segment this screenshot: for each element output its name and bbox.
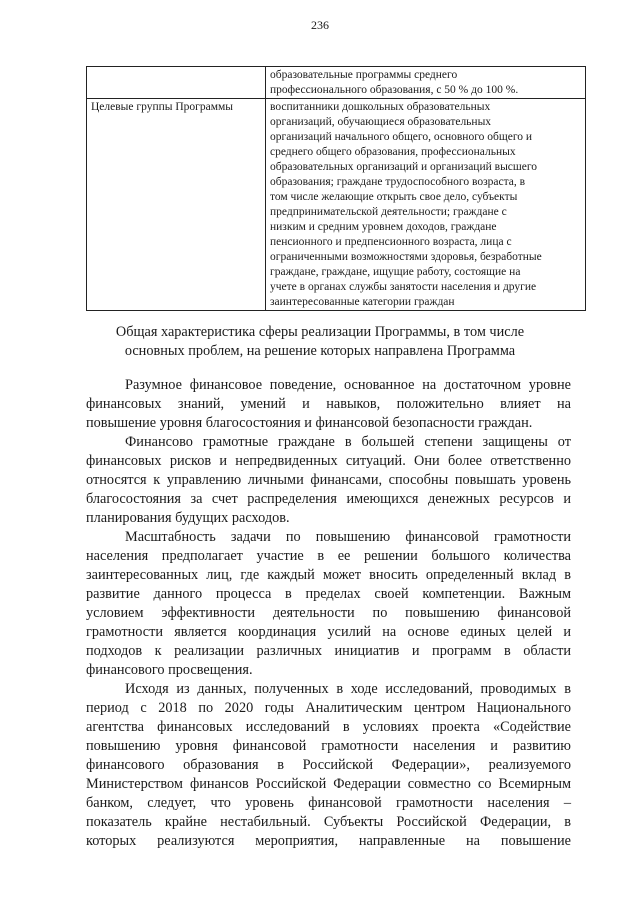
body-text-line: агентства финансовых исследований в условиях проекта «Содействие (86, 719, 571, 735)
heading-line: основных проблем, на решение которых направлена Программа (124, 343, 516, 359)
table-cell-line: организаций, обучающиеся образовательных (270, 116, 492, 128)
body-text-line: которых реализуются мероприятия, направленные на повышение (86, 833, 571, 849)
body-text-line: относятся к управлению личными финансами, способны повышать уровень (86, 472, 571, 488)
body-text-line: планирования будущих расходов. (86, 510, 290, 526)
body-text-line: повышение уровня благосостояния и финансовой безопасности граждан. (86, 415, 533, 431)
table-cell-line: низким и средним уровнем доходов, граждане (270, 221, 497, 233)
body-text-line: финансового просвещения. (86, 662, 253, 678)
table-cell-line: воспитанники дошкольных образовательных (270, 101, 491, 113)
table-cell-line: образования; граждане трудоспособного возраста, в (270, 176, 526, 188)
table-cell-line: среднего общего образования, профессиональных (270, 146, 516, 158)
body-text-line: развитие данного процесса в пределах своей компетенции. Важным (86, 586, 571, 602)
body-text-line: населения предполагает участие в ее решении большого количества (86, 548, 571, 564)
table-cell-line: граждане, граждане, ищущие работу, состоящие на (270, 266, 521, 278)
table-row (87, 99, 586, 311)
table-cell-line: профессионального образования, с 50 % до 100 %. (270, 84, 519, 96)
body-text-line: подходов к реализации различных инициатив и программ в области (86, 643, 571, 659)
table-cell-line: ограниченными возможностями здоровья, безработные (270, 251, 542, 263)
body-text-line: благосостояния за счет распределения имеющихся денежных ресурсов и (86, 491, 571, 507)
table-cell-value (266, 99, 586, 311)
table-cell-line: образовательные программы среднего (270, 69, 458, 81)
body-text-line: финансового образования в Российской Федерации», реализуемого (86, 757, 571, 773)
table-cell-line: предпринимательской деятельности; граждане с (270, 206, 507, 218)
table-cell-line: учете в органах службы занятости населения и другие (270, 281, 537, 293)
body-text-line: грамотности является координация усилий на основе единых целей и (86, 624, 571, 640)
body-text-line: показатель крайне нестабильный. Субъекты Российской Федерации, в (86, 814, 571, 830)
body-text-line: банком, следует, что уровень финансовой грамотности населения – (86, 795, 571, 811)
body-text-line: Разумное финансовое поведение, основанное на достаточном уровне (125, 377, 571, 393)
body-text-line: повышению уровня финансовой грамотности населения и развитию (86, 738, 571, 754)
body-text-line: Министерством финансов Российской Федерации совместно со Всемирным (86, 776, 571, 792)
table-cell-line: пенсионного и предпенсионного возраста, лица с (270, 236, 512, 248)
table-cell-line: организаций начального общего, основного общего и (270, 131, 533, 143)
table-cell-line: том числе желающие открыть свое дело, субъекты (270, 191, 518, 203)
body-text-line: финансовых знаний, умений и навыков, положительно влияет на (86, 396, 571, 412)
heading-line: Общая характеристика сферы реализации Программы, в том числе (115, 324, 525, 340)
body-text-line: Исходя из данных, полученных в ходе исследований, проводимых в (125, 681, 571, 697)
section-heading (100, 323, 540, 361)
body-text-line: условием эффективности деятельности по повышению финансовой (86, 605, 571, 621)
table-cell-label (87, 67, 266, 99)
body-text-line: период с 2018 по 2020 годы Аналитическим центром Национального (86, 700, 571, 716)
table-cell-label: Целевые группы Программы (87, 99, 266, 311)
page-number: 236 (311, 18, 329, 32)
body-text-line: Масштабность задачи по повышению финансовой грамотности (125, 529, 571, 545)
table-cell-value (266, 67, 586, 99)
body-text-line: заинтересованных лиц, где каждый может вносить определенный вклад в (86, 567, 571, 583)
table-cell-line: заинтересованные категории граждан (270, 296, 455, 308)
table-row (87, 67, 586, 99)
program-passport-table (86, 66, 586, 311)
body-text-line: Финансово грамотные граждане в большей степени защищены от (125, 434, 571, 450)
body-text-line: финансовых рисков и непредвиденных ситуаций. Они более ответственно (86, 453, 571, 469)
table-cell-line: образовательных организаций и организаций высшего (270, 161, 538, 173)
